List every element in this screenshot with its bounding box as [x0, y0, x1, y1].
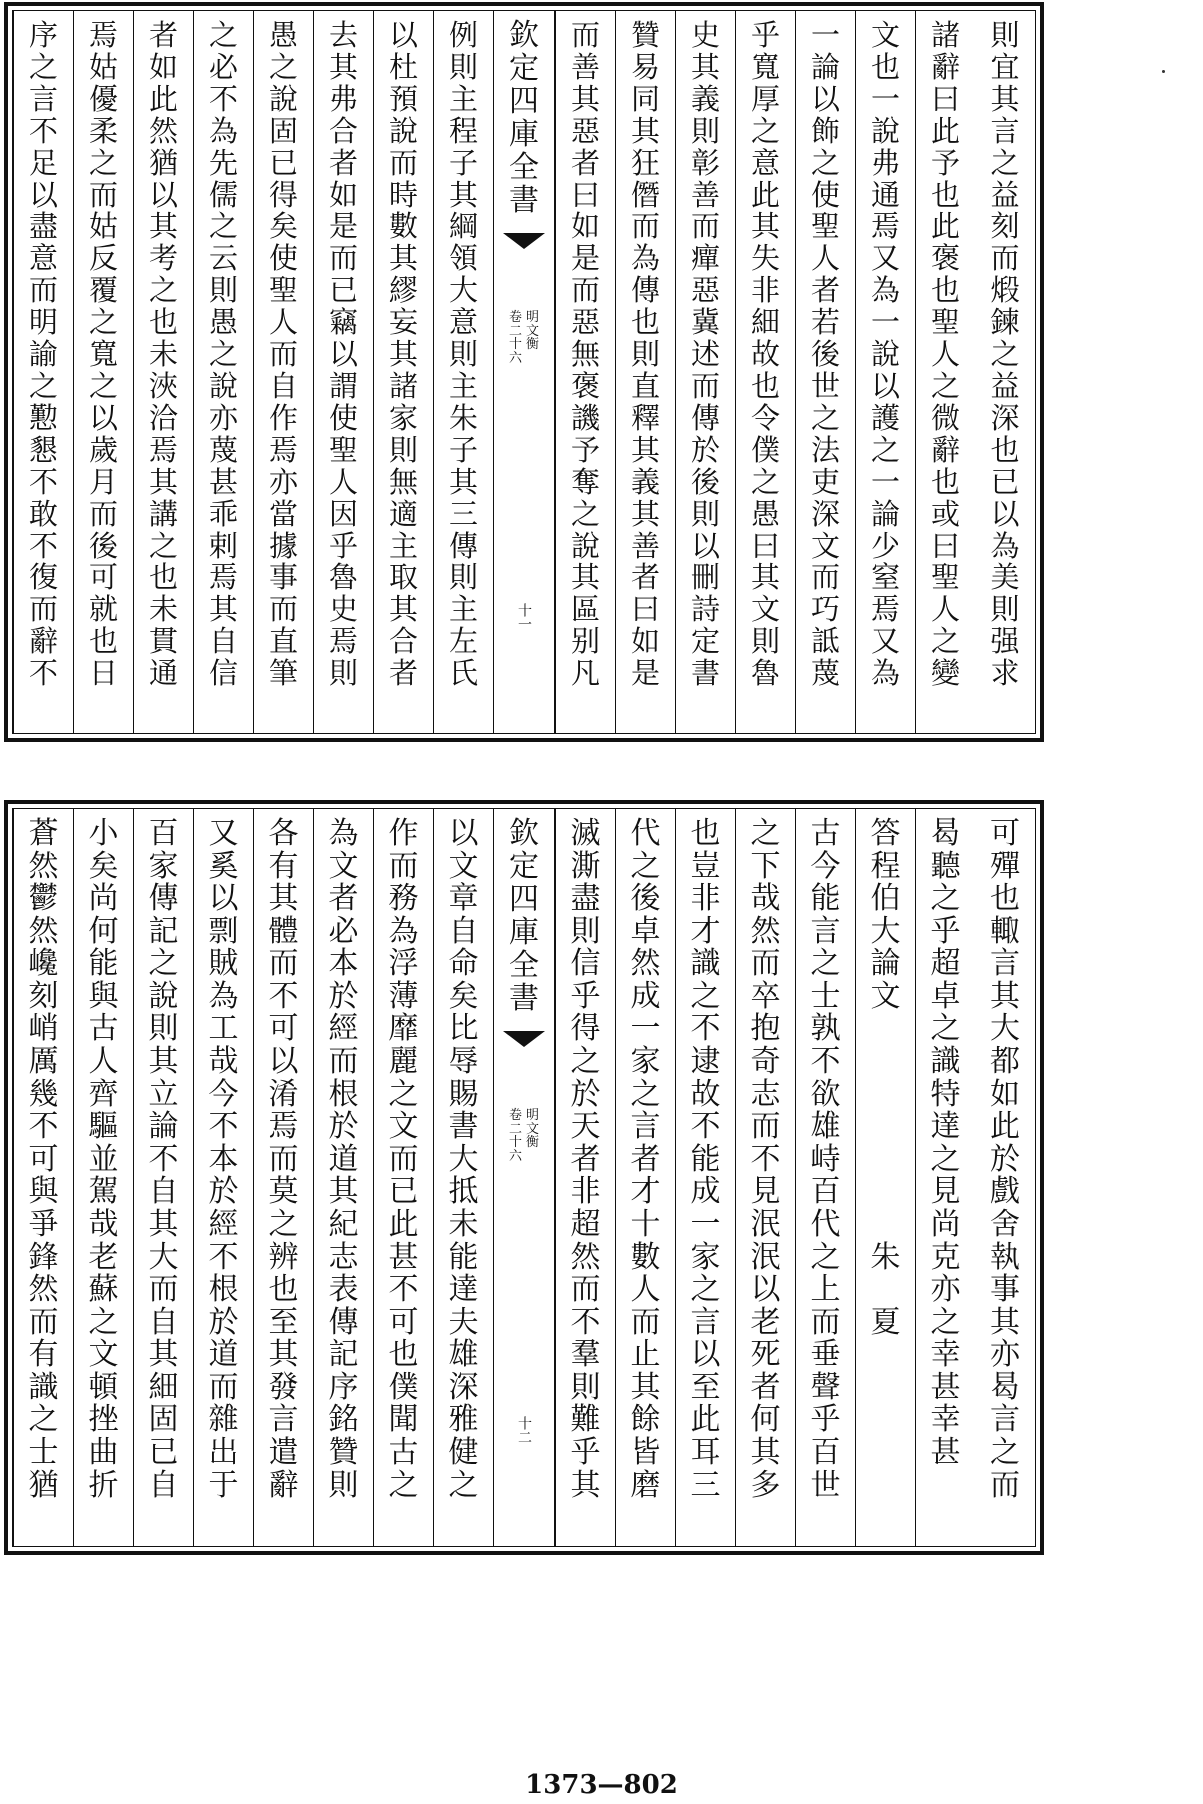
- fish-tail-mark-icon: [503, 1031, 545, 1047]
- top_page-gutter-title: 欽 定 四 庫 全 書: [509, 18, 539, 218]
- top_page-left-column: 例 則 主 程 子 其 綱 領 大 意 則 主 朱 子 其 三 傳 則 主 左 氏: [433, 11, 493, 733]
- top_page-right-column: 贊 易 同 其 狂 僭 而 為 傳 也 則 直 釋 其 義 其 善 者 曰 如 是: [615, 11, 675, 733]
- bottom_page-gutter-subtitle: 卷 二 十 六: [508, 1108, 522, 1164]
- bottom_page-left-column: 各 有 其 體 而 不 可 以 淆 焉 而 莫 之 辨 也 至 其 發 言 遣 辭: [253, 809, 313, 1546]
- bottom_page-gutter-subtitle: 明 文 衡: [526, 1108, 540, 1151]
- bottom_page-right-column: 可 殫 也 輙 言 其 大 都 如 此 於 戲 舍 執 事 其 亦 曷 言 之 而: [990, 816, 1020, 1503]
- top_page-right-column: 乎 寬 厚 之 意 此 其 失 非 細 故 也 令 僕 之 愚 曰 其 文 則 魯: [735, 11, 795, 733]
- top_page-left-column: 序 之 言 不 足 以 盡 意 而 明 諭 之 懃 懇 不 敢 不 復 而 辭 不: [13, 11, 73, 733]
- top_page-right-column: 文 也 一 說 弗 通 焉 又 為 一 說 以 護 之 一 論 少 窒 焉 又 為: [855, 11, 915, 733]
- top_page-gutter-subtitle: 卷 二 十 六: [508, 310, 522, 366]
- top_page-right-column: 則 宜 其 言 之 益 刻 而 煅 鍊 之 益 深 也 已 以 為 美 則 强 求: [990, 18, 1020, 691]
- top_page-right-column: 諸 辭 曰 此 予 也 此 褒 也 聖 人 之 微 辭 也 或 曰 聖 人 之 變: [915, 11, 975, 733]
- bottom_page-right-column: 滅 澌 盡 則 信 乎 得 之 於 天 者 非 超 然 而 不 羣 則 難 乎 其: [555, 809, 615, 1546]
- top_page-left-column: 者 如 此 然 猶 以 其 考 之 也 未 浹 洽 焉 其 講 之 也 未 貫 通: [133, 11, 193, 733]
- bottom-inner-frame: [12, 808, 1036, 1547]
- bottom_page-left-column: 百 家 傳 記 之 說 則 其 立 論 不 自 其 大 而 自 其 細 固 已 自: [133, 809, 193, 1546]
- top_page-left-column: 之 必 不 為 先 儒 之 云 則 愚 之 說 亦 蔑 甚 乖 剌 焉 其 自 信: [193, 11, 253, 733]
- top_page-left-column: 焉 姑 優 柔 之 而 姑 反 覆 之 寬 之 以 歲 月 而 後 可 就 也 日: [73, 11, 133, 733]
- top_page-right-column: 而 善 其 惡 者 曰 如 是 而 惡 無 褒 譏 予 奪 之 說 其 區 别 凡: [555, 11, 615, 733]
- page-footer-number: 1373—802: [525, 1770, 678, 1800]
- top_page-right-column: 一 論 以 飾 之 使 聖 人 者 若 後 世 之 法 吏 深 文 而 巧 詆 蔑: [795, 11, 855, 733]
- bottom_page-right-column: 之 下 哉 然 而 卒 抱 奇 志 而 不 見 泯 泯 以 老 死 者 何 其 多: [735, 809, 795, 1546]
- top_page-right-column: 史 其 義 則 彰 善 而 癉 惡 冀 述 而 傳 於 後 則 以 刪 詩 定 書: [675, 11, 735, 733]
- bottom_page-left-column: 作 而 務 為 浮 薄 靡 麗 之 文 而 已 此 甚 不 可 也 僕 聞 古 之: [373, 809, 433, 1546]
- bottom-outer-frame: [4, 800, 1044, 1555]
- top_page-gutter-subtitle: 明 文 衡: [526, 310, 540, 353]
- bottom_page-right-column: 答 程 伯 大 論 文 朱 夏: [855, 809, 915, 1546]
- bottom-text-block: [13, 809, 1035, 1546]
- bottom_page-right-column: 代 之 後 卓 然 成 一 家 之 言 者 才 十 數 人 而 止 其 餘 皆 磨: [615, 809, 675, 1546]
- bottom_page-gutter-title: 欽 定 四 庫 全 書: [509, 816, 539, 1016]
- top_page-left-column: 以 杜 預 說 而 時 數 其 繆 妄 其 諸 家 則 無 適 主 取 其 合 者: [373, 11, 433, 733]
- bottom_page-left-column: 又 奚 以 剽 賊 為 工 哉 今 不 本 於 經 不 根 於 道 而 雜 出 于: [193, 809, 253, 1546]
- bottom_page-right-column: 也 豈 非 才 識 之 不 逮 故 不 能 成 一 家 之 言 以 至 此 耳 三: [675, 809, 735, 1546]
- bottom_page-left-column: 為 文 者 必 本 於 經 而 根 於 道 其 紀 志 表 傳 記 序 銘 贊 則: [313, 809, 373, 1546]
- bottom_page-right-column: 曷 聽 之 乎 超 卓 之 識 特 達 之 見 尚 克 亦 之 幸 甚 幸 甚: [915, 809, 975, 1546]
- top_page-gutter-page-number: 十一: [516, 603, 532, 631]
- bottom_page-left-column: 以 文 章 自 命 矣 比 辱 賜 書 大 抵 未 能 達 夫 雄 深 雅 健 之: [433, 809, 493, 1546]
- top_page-left-column: 去 其 弗 合 者 如 是 而 已 竊 以 謂 使 聖 人 因 乎 魯 史 焉 則: [313, 11, 373, 733]
- top_page-left-column: 愚 之 說 固 已 得 矣 使 聖 人 而 自 作 焉 亦 當 據 事 而 直 筆: [253, 11, 313, 733]
- bottom_page-left-column: 蒼 然 鬱 然 巉 刻 峭 厲 幾 不 可 與 爭 鋒 然 而 有 識 之 士 猶: [13, 809, 73, 1546]
- bottom_page-right-column: 古 今 能 言 之 士 孰 不 欲 雄 峙 百 代 之 上 而 垂 聲 乎 百 世: [795, 809, 855, 1546]
- bottom_page-gutter-page-number: 十二: [516, 1416, 532, 1444]
- bottom_page-gutter: [493, 809, 555, 1546]
- bottom_page-left-column: 小 矣 尚 何 能 與 古 人 齊 驅 並 駕 哉 老 蘇 之 文 頓 挫 曲 折: [73, 809, 133, 1546]
